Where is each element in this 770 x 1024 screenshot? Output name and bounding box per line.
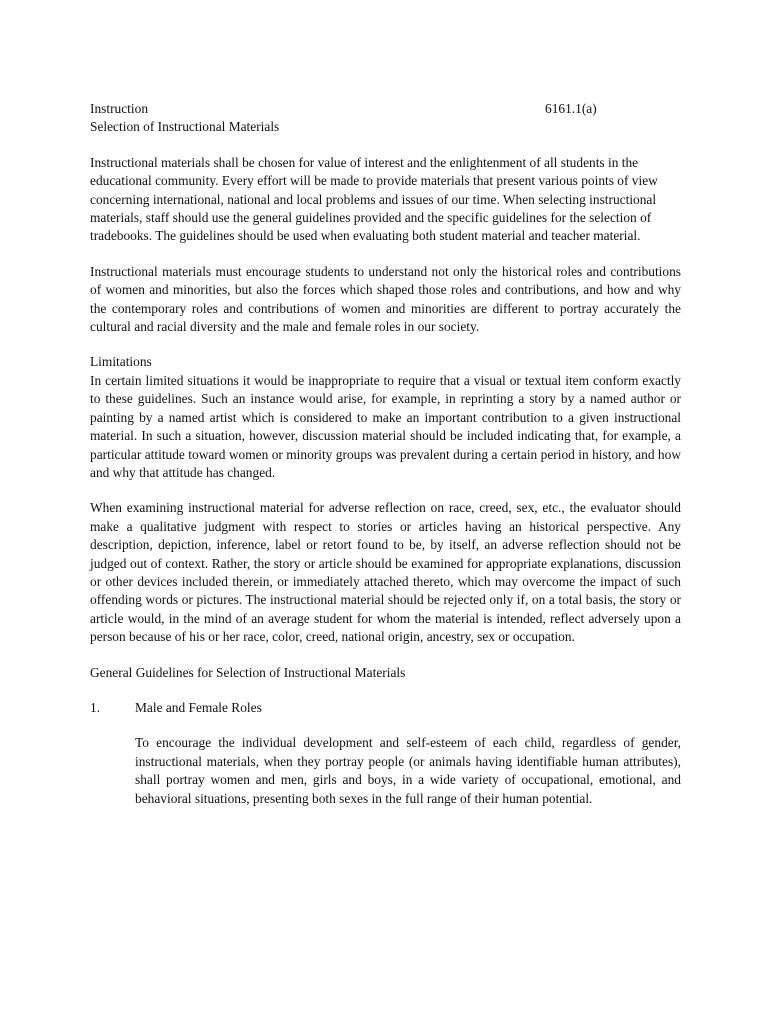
limitations-section: [90, 353, 681, 482]
list-item-title: Male and Female Roles: [135, 699, 262, 715]
policy-code: 6161.1(a): [545, 101, 597, 116]
document-page: [90, 100, 681, 825]
paragraph-roles: Instructional materials must encourage students to understand not only the historical roles and contributions of women and minorities, but also the forces which shaped those roles and contributions, and how and why the contemporary roles and contributions of women and minorities are different to portray accurately the cultural and racial diversity and the male and female roles in our society.: [90, 263, 681, 335]
list-item: [90, 699, 681, 717]
document-header: [90, 100, 681, 137]
list-item-body: To encourage the individual development and self-esteem of each child, regardless of gender, instructional materials, when they portray people (or animals having identifiable human attributes), shall portray women and men, girls and boys, in a wide variety of occupational, emotional, and behavioral situations, presenting both sexes in the full range of their human potential.: [135, 735, 681, 806]
paragraph-adverse-reflection: When examining instructional material for adverse reflection on race, creed, sex, etc., the evaluator should make a qualitative judgment with respect to stories or articles having an historical perspective. Any description, depiction, inference, label or retort found to be, by itself, an adverse reflection should not be judged out of context. Rather, the story or article should be examined for appropriate explanations, discussion or other devices included therein, or immediately attached thereto, which may overcome the impact of such offending words or pictures. The instructional material should be rejected only if, on a total basis, the story or article would, in the mind of an average student for whom the material is intended, reflect adversely upon a person because of his or her race, color, creed, national origin, ancestry, sex or occupation.: [90, 500, 681, 645]
general-guidelines-heading: General Guidelines for Selection of Instructional Materials: [90, 664, 406, 680]
list-item-number: 1.: [90, 699, 101, 715]
paragraph-limitations: In certain limited situations it would be inappropriate to require that a visual or textual item conform exactly to these guidelines. Such an instance would arise, for example, in reprinting a story by a named author or painting by a named artist which is considered to make an important contribution to a given instructional material. In such a situation, however, discussion material should be included indicating that, for example, a particular attitude toward women or minority groups was prevalent during a certain period in history, and how and why that attitude has changed.: [90, 372, 681, 480]
document-title: Instruction: [90, 101, 149, 116]
limitations-heading: Limitations: [90, 354, 152, 370]
document-subtitle: Selection of Instructional Materials: [90, 119, 280, 135]
paragraph-intro: Instructional materials shall be chosen for value of interest and the enlightenment of all students in the educational community. Every effort will be made to provide materials that present various points of view concerning international, national and local problems and issues of our time. When selecting instructional materials, staff should use the general guidelines provided and the specific guidelines for the selection of tradebooks. The guidelines should be used when evaluating both student material and teacher material.: [90, 154, 658, 244]
